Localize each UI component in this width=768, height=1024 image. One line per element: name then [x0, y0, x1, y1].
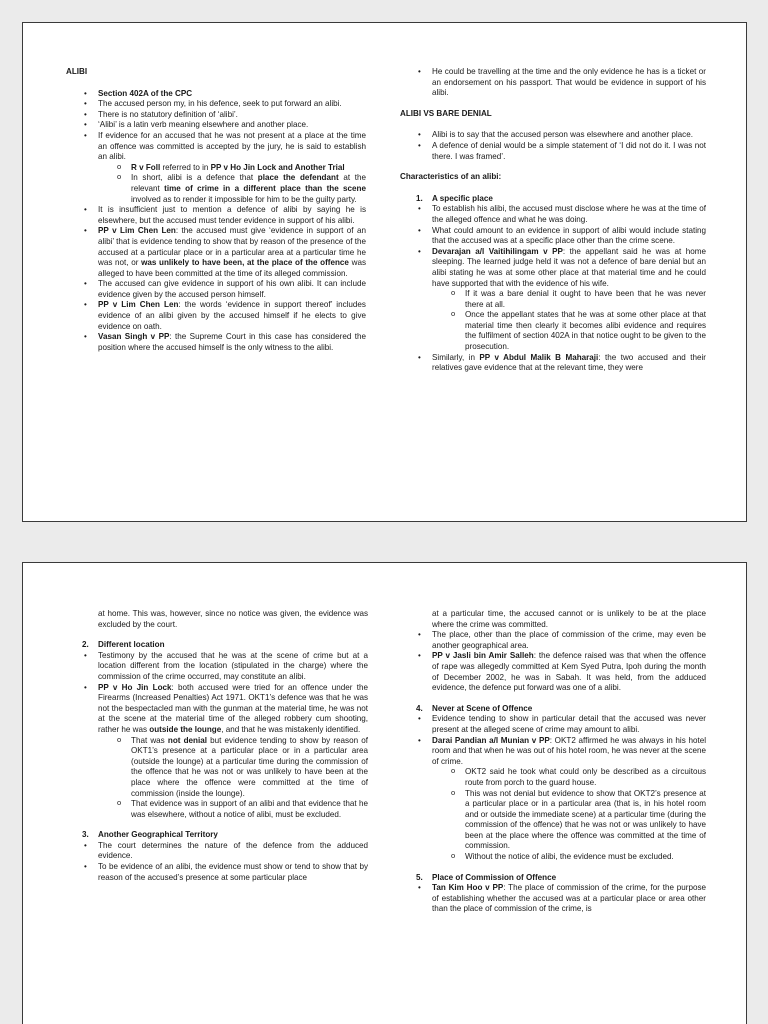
sub-bullet-item: o That was not denial but evidence tending to show by reason of OKT1’s presence at a particular place or in a particular area (outside the lounge) at a particular time during the commission of the offence that he was not or was unlikely to have been at the place where the offence were committed at the time of commission (inside the lounge).: [66, 736, 368, 800]
sub-bullet-item: o Without the notice of alibi, the evidence must be excluded.: [400, 852, 706, 863]
subheading-text: Place of Commission of Offence: [432, 872, 557, 882]
numbered-subheading: [400, 194, 706, 205]
sub-bullet-item: o OKT2 said he took what could only be described as a circuitous route from porch to the guard house.: [400, 767, 706, 788]
bullet-item: • It is insufficient just to mention a defence of alibi by saying he is elsewhere, but the accused must tender evidence in support of his alibi.: [66, 205, 366, 226]
list-number: 2.: [82, 640, 89, 650]
spacer: [66, 630, 368, 640]
list-number: 4.: [416, 703, 423, 713]
document-page-1: [22, 22, 747, 522]
page-1-right-column: [400, 67, 706, 374]
subheading-text: Never at Scene of Offence: [432, 703, 533, 713]
list-number: 1.: [416, 193, 423, 203]
bullet-item: • Tan Kim Hoo v PP: The place of commission of the crime, for the purpose of establishing whether the accused was at a particular place or area other than the place of commission of the crime, is: [400, 883, 706, 915]
numbered-subheading: [66, 830, 368, 841]
subheading-text: Another Geographical Territory: [98, 830, 218, 840]
bullet-item: • He could be travelling at the time and the only evidence he has is a ticket or an endorsement on his passport. That would be evidence in support of his alibi.: [400, 67, 706, 99]
subheading-text: A specific place: [432, 193, 493, 203]
bullet-item: • Vasan Singh v PP: the Supreme Court in this case has considered the position where the accused himself is the only witness to the alibi.: [66, 332, 366, 353]
bullet-item: • PP v Jasli bin Amir Salleh: the defence raised was that when the offence of rape was allegedly committed at Kem Syed Putra, Ipoh during the month of December 2002, he was in Sabah. It was held, from the adduced evidence, the defence put forward was one of a alibi.: [400, 651, 706, 693]
bullet-item: • Darai Pandian a/l Munian v PP: OKT2 affirmed he was always in his hotel room and that when he was out of his hotel room, he was never at the scene of crime.: [400, 736, 706, 768]
bullet-item: • The accused can give evidence in support of his own alibi. It can include evidence given by the accused person himself.: [66, 279, 366, 300]
bullet-item: • PP v Lim Chen Len: the accused must give ‘evidence in support of an alibi’ that is evidence tending to show that by reason of the presence of the accused at a particular place or in a particular area at a particular time he was not, or was unlikely to have been, at the place of the offence was alleged to have been committed at the time of its alleged commission.: [66, 226, 366, 279]
section-heading: Characteristics of an alibi:: [400, 172, 502, 182]
bullet-item: • The place, other than the place of commission of the crime, may even be another geographical area.: [400, 630, 706, 651]
bullet-item: • If evidence for an accused that he was not present at a place at the time an offence was committed is accepted by the jury, he is said to establish an alibi.: [66, 131, 366, 163]
bullet-item: • To be evidence of an alibi, the evidence must show or tend to show that by reason of the accused’s presence at some particular place: [66, 862, 368, 883]
continued-paragraph: at home. This was, however, since no notice was given, the evidence was excluded by the court.: [98, 609, 368, 629]
bullet-item: • PP v Lim Chen Len: the words ‘evidence in support thereof’ includes evidence of an alibi given by the accused himself if he elects to give evidence on oath.: [66, 300, 366, 332]
section-heading: ALIBI VS BARE DENIAL: [400, 108, 492, 118]
sub-bullet-item: o That evidence was in support of an alibi and that evidence that he was elsewhere, without a notice of alibi, must be excluded.: [66, 799, 368, 820]
document-page-2: [22, 562, 747, 1024]
list-number: 3.: [82, 830, 89, 840]
bullet-item: • Alibi is to say that the accused person was elsewhere and another place.: [400, 130, 706, 141]
numbered-subheading: [400, 873, 706, 884]
bullet-item: • The court determines the nature of the defence from the adduced evidence.: [66, 841, 368, 862]
bullet-item: • Testimony by the accused that he was at the scene of crime but at a location different from the location (stipulated in the charge) where the commission of the crime occurred, may constitute an alibi.: [66, 651, 368, 683]
bullet-item: • Devarajan a/l Vaitihilingam v PP: the appellant said he was at home sleeping. The learned judge held it was not a defence of bare denial but an alibi stating he was at some other place at that material time and he could have supported that with the evidence of his wife.: [400, 247, 706, 289]
bullet-item: • A defence of denial would be a simple statement of ‘I did not do it. I was not there. I was framed’.: [400, 141, 706, 162]
page-2-left-column: [66, 609, 368, 883]
sub-bullet-item: o This was not denial but evidence to show that OKT2’s presence at a particular place or in a particular area (that is, in his hotel room and or outside the immediate scene) at a particular time (during the commission of the offence) that he was not or was unlikely to have been at the place where the offence was committed at the time of commission.: [400, 789, 706, 853]
bullet-item: • What could amount to an evidence in support of alibi would include stating that the accused was at a specific place other than the crime scene.: [400, 226, 706, 247]
spacer: [400, 99, 706, 109]
list-number: 5.: [416, 872, 423, 882]
bullet-item: • Similarly, in PP v Abdul Malik B Maharaji: the two accused and their relatives gave evidence that at the relevant time, they were: [400, 353, 706, 374]
numbered-subheading: [400, 704, 706, 715]
subheading-text: Different location: [98, 640, 165, 650]
section-heading: ALIBI: [66, 67, 88, 76]
bullet-item: • There is no statutory definition of ‘alibi’.: [66, 110, 366, 121]
bullet-item: • Section 402A of the CPC: [66, 89, 366, 100]
sub-bullet-item: o R v Foll referred to in PP v Ho Jin Lock and Another Trial: [66, 163, 366, 174]
spacer: [66, 820, 368, 830]
bullet-item: • ‘Alibi’ is a latin verb meaning elsewhere and another place.: [66, 120, 366, 131]
numbered-subheading: [66, 640, 368, 651]
continued-paragraph: at a particular time, the accused cannot or is unlikely to be at the place where the crime was committed.: [432, 609, 706, 629]
spacer: [400, 162, 706, 172]
sub-bullet-item: o Once the appellant states that he was at some other place at that material time then clearly it becomes alibi evidence and requires the fulfilment of section 402A in that notice ought to be given to the prosecution.: [400, 310, 706, 352]
sub-bullet-item: o If it was a bare denial it ought to have been that he was never there at all.: [400, 289, 706, 310]
bullet-item: • PP v Ho Jin Lock: both accused were tried for an offence under the Firearms (Increased Penalties) Act 1971. OKT1’s defence was that he was not the bespectacled man with the gunman at the material time, he was not at the scene at the material time of the alleged robbery cum shooting, rather he was outside the lounge, and that he was mistakenly identified.: [66, 683, 368, 736]
bullet-item: • To establish his alibi, the accused must disclose where he was at the time of the alleged offence and what he was doing.: [400, 204, 706, 225]
spacer: [400, 694, 706, 704]
bullet-item: • Evidence tending to show in particular detail that the accused was never present at the alleged scene of crime may amount to alibi.: [400, 714, 706, 735]
sub-bullet-item: o In short, alibi is a defence that place the defendant at the relevant time of crime in a different place than the scene involved as to render it impossible for him to be the guilty party.: [66, 173, 366, 205]
page-2-right-column: [400, 609, 706, 915]
bullet-item: • The accused person my, in his defence, seek to put forward an alibi.: [66, 99, 366, 110]
spacer: [400, 863, 706, 873]
page-1-left-column: [66, 67, 366, 353]
